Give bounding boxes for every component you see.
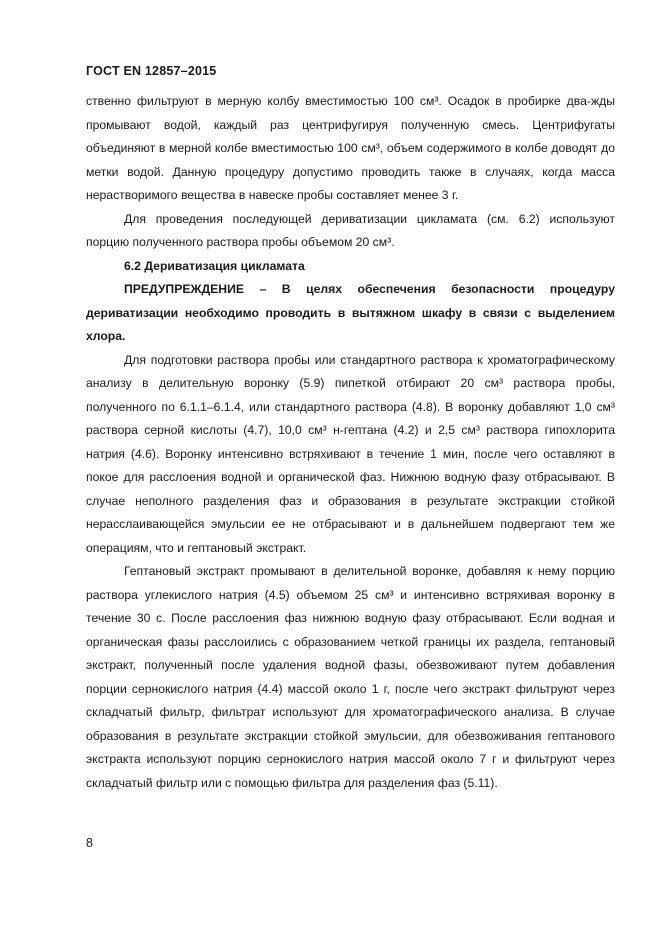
- paragraph-continued: ственно фильтруют в мерную колбу вместимостью 100 см³. Осадок в пробирке два-жды промывают водой, каждый раз центрифугируя полученную смесь. Центрифугаты объединяют в мерной колбе вместимостью 100 см³, объем содержимого в колбе доводят до метки водой. Данную процедуру допустимо проводить также в случаях, когда масса нерастворимого вещества в навеске пробы составляет менее 3 г.: [86, 94, 615, 202]
- page-number: 8: [86, 836, 93, 850]
- document-header: ГОСТ EN 12857–2015: [86, 64, 217, 78]
- paragraph: Для подготовки раствора пробы или стандартного раствора к хроматографическому анализу в делительную воронку (5.9) пипеткой отбирают 20 см³ раствора пробы, полученного по 6.1.1–6.1.4, или стандартного раствора (4.8). В воронку добавляют 1,0 см³ раствора серной кислоты (4.7), 10,0 см³ н-гептана (4.2) и 2,5 см³ раствора гипохлорита натрия (4.6). Воронку интенсивно встряхивают в течение 1 мин, после чего оставляют в покое для расслоения водной и органической фаз. Нижнюю водную фазу отбрасывают. В случае неполного разделения фаз и образования в результате экстракции стойкой нерасслаивающейся эмульсии ее не отбрасывают и в дальнейшем подвергают тем же операциям, что и гептановый экстракт.: [86, 352, 615, 555]
- warning-paragraph: ПРЕДУПРЕЖДЕНИЕ – В целях обеспечения безопасности процедуру дериватизации необходимо проводить в вытяжном шкафу в связи с выделением хлора.: [86, 282, 615, 343]
- paragraph: Для проведения последующей дериватизации цикламата (см. 6.2) используют порцию полученного раствора пробы объемом 20 см³.: [86, 211, 615, 249]
- section-heading: 6.2 Дериватизация цикламата: [124, 258, 305, 273]
- document-body: [86, 90, 615, 795]
- paragraph: Гептановый экстракт промывают в делительной воронке, добавляя к нему порцию раствора углекислого натрия (4.5) объемом 25 см³ и интенсивно встряхивая воронку в течение 30 с. После расслоения фаз нижнюю водную фазу отбрасывают. Если водная и органическая фазы расслоились с образованием четкой границы их раздела, гептановый экстракт, полученный после удаления водной фазы, обезвоживают путем добавления порции сернокислого натрия (4.4) массой около 1 г, после чего экстракт фильтруют через складчатый фильтр, фильтрат используют для хроматографического анализа. В случае образования в результате экстракции стойкой эмульсии, для обезвоживания гептанового экстракта используют порцию сернокислого натрия массой около 7 г и фильтруют через складчатый фильтр или с помощью фильтра для разделения фаз (5.11).: [86, 564, 615, 790]
